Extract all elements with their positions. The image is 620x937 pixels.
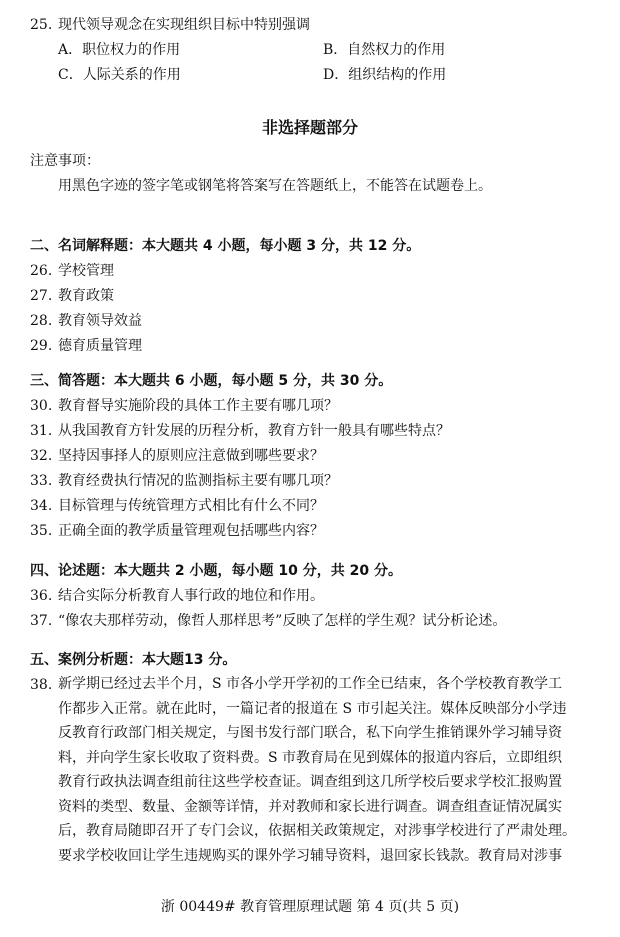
page-footer: 浙 00449# 教育管理原理试题 第 4 页(共 5 页)	[160, 899, 460, 915]
question-number: 27.	[30, 288, 53, 304]
question-number: 29.	[30, 338, 53, 354]
q25-option-d: D．组织结构的作用	[323, 67, 447, 83]
section-heading: 三、简答题：本大题共 6 小题，每小题 5 分，共 30 分。	[30, 373, 393, 389]
question-number: 38.	[30, 677, 53, 693]
question-text: 结合实际分析教育人事行政的地位和作用。	[58, 588, 324, 604]
case-paragraph	[58, 672, 588, 868]
section-heading: 四、论述题：本大题共 2 小题，每小题 10 分，共 20 分。	[30, 563, 402, 579]
section-heading: 二、名词解释题：本大题共 4 小题，每小题 3 分，共 12 分。	[30, 238, 421, 254]
question-text: 坚持因事择人的原则应注意做到哪些要求？	[58, 448, 324, 464]
question-text: 教育经费执行情况的监测指标主要有哪几项？	[58, 473, 338, 489]
case-line: 作都步入正常。就在此时，一篇记者的报道在 S 市引起关注。媒体反映部分小学违	[58, 700, 567, 717]
section-heading: 五、案例分析题：本大题13 分。	[30, 652, 237, 668]
question-text: 目标管理与传统管理方式相比有什么不同？	[58, 498, 324, 514]
question-text: 教育领导效益	[58, 313, 142, 329]
q25-number: 25.	[30, 17, 53, 33]
q25-option-c: C．人际关系的作用	[58, 67, 181, 83]
question-number: 31.	[30, 423, 53, 439]
question-number: 33.	[30, 473, 53, 489]
question-number: 34.	[30, 498, 53, 514]
q25-option-b: B．自然权力的作用	[323, 42, 446, 58]
question-text: “像农夫那样劳动，像哲人那样思考”反映了怎样的学生观？试分析论述。	[58, 613, 507, 629]
question-text: 从我国教育方针发展的历程分析，教育方针一般具有哪些特点？	[58, 423, 450, 439]
question-text: 正确全面的教学质量管理观包括哪些内容？	[58, 523, 324, 539]
question-text: 教育督导实施阶段的具体工作主要有哪几项？	[58, 398, 338, 414]
part-title: 非选择题部分	[261, 118, 358, 137]
question-number: 26.	[30, 263, 53, 279]
notice-label: 注意事项：	[30, 153, 100, 169]
question-text: 学校管理	[58, 263, 114, 279]
question-text: 德育质量管理	[58, 338, 142, 354]
case-line: 反教育行政部门相关规定，与图书发行部门联合，私下向学生推销课外学习辅导资	[58, 725, 562, 741]
question-number: 36.	[30, 588, 53, 604]
case-line: 资料的类型、数量、金额等详情，并对教师和家长进行调查。调查组查证情况属实	[58, 798, 562, 815]
q25-text: 现代领导观念在实现组织目标中特别强调	[58, 17, 310, 33]
question-number: 28.	[30, 313, 53, 329]
question-number: 32.	[30, 448, 53, 464]
question-number: 30.	[30, 398, 53, 414]
case-line: 要求学校收回让学生违规购买的课外学习辅导资料，退回家长钱款。教育局对涉事	[58, 847, 562, 864]
case-line: 新学期已经过去半个月，S 市各小学开学初的工作全已结束，各个学校教育教学工	[58, 676, 563, 692]
case-line: 料，并向学生家长收取了资料费。S 市教育局在见到媒体的报道内容后，立即组织	[58, 749, 563, 766]
question-number: 37.	[30, 613, 53, 629]
question-number: 35.	[30, 523, 53, 539]
question-text: 教育政策	[58, 288, 114, 304]
q25-option-a: A．职位权力的作用	[58, 42, 181, 58]
case-line: 后，教育局随即召开了专门会议，依据相关政策规定，对涉事学校进行了严肃处理。	[58, 823, 576, 839]
notice-text: 用黑色字迹的签字笔或钢笔将答案写在答题纸上，不能答在试题卷上。	[58, 178, 492, 194]
case-line: 教育行政执法调查组前往这些学校查证。调查组到这几所学校后要求学校汇报购置	[58, 774, 562, 790]
